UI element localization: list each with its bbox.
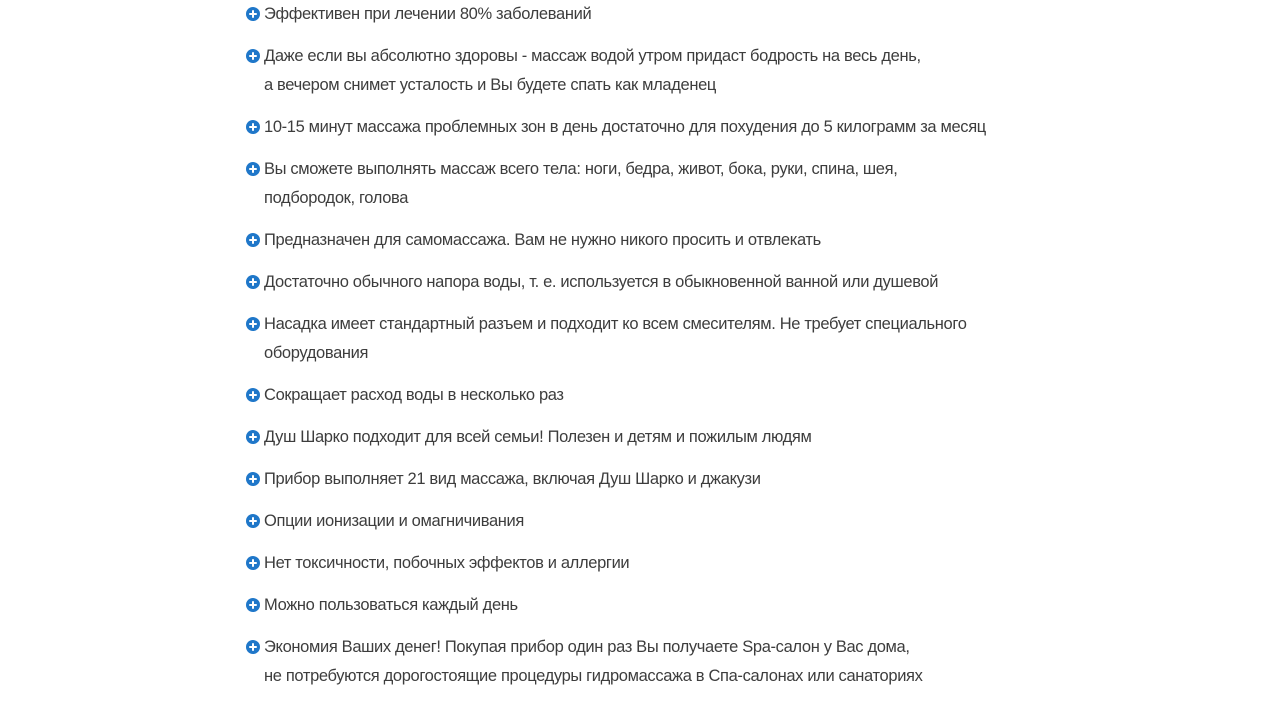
list-item-text: не потребуются дорогостоящие процедуры гидромассажа в Спа-салонах или санаториях <box>264 667 923 685</box>
list-item-text: Можно пользоваться каждый день <box>264 596 518 614</box>
list-item <box>246 381 946 410</box>
plus-circle-icon <box>246 275 260 289</box>
list-item-text: подбородок, голова <box>264 189 409 207</box>
plus-circle-icon <box>246 598 260 612</box>
list-item <box>246 549 946 578</box>
benefits-list <box>246 0 986 691</box>
plus-circle-icon <box>246 430 260 444</box>
list-item <box>246 113 986 142</box>
list-item-text: Достаточно обычного напора воды, т. е. используется в обыкновенной ванной или душевой <box>264 273 939 291</box>
plus-circle-icon <box>246 162 260 176</box>
list-item-text: а вечером снимет усталость и Вы будете спать как младенец <box>264 76 717 94</box>
plus-circle-icon <box>246 388 260 402</box>
list-item <box>246 42 946 100</box>
plus-circle-icon <box>246 7 260 21</box>
plus-circle-icon <box>246 640 260 654</box>
list-item <box>246 0 946 29</box>
list-item-text: Сокращает расход воды в несколько раз <box>264 386 564 404</box>
list-item <box>246 310 967 368</box>
list-item-text: Экономия Ваших денег! Покупая прибор один раз Вы получаете Spa-салон у Вас дома, <box>264 638 910 656</box>
plus-circle-icon <box>246 472 260 486</box>
list-item <box>246 268 946 297</box>
plus-circle-icon <box>246 233 260 247</box>
list-item <box>246 507 946 536</box>
plus-circle-icon <box>246 556 260 570</box>
list-item-text: Опции ионизации и омагничивания <box>264 512 524 530</box>
list-item-text: Предназначен для самомассажа. Вам не нужно никого просить и отвлекать <box>264 231 821 249</box>
list-item-text: Насадка имеет стандартный разъем и подходит ко всем смесителям. Не требует специального <box>264 315 967 333</box>
list-item <box>246 226 946 255</box>
list-item-text: Эффективен при лечении 80% заболеваний <box>264 5 592 23</box>
plus-circle-icon <box>246 514 260 528</box>
list-item-text: 10-15 минут массажа проблемных зон в день достаточно для похудения до 5 килограмм за месяц <box>264 118 986 136</box>
list-item <box>246 155 946 213</box>
list-item-text: Нет токсичности, побочных эффектов и аллергии <box>264 554 630 572</box>
list-item-text: Прибор выполняет 21 вид массажа, включая Душ Шарко и джакузи <box>264 470 761 488</box>
plus-circle-icon <box>246 49 260 63</box>
list-item-text: Душ Шарко подходит для всей семьи! Полезен и детям и пожилым людям <box>264 428 812 446</box>
plus-circle-icon <box>246 120 260 134</box>
list-item-text: Даже если вы абсолютно здоровы - массаж водой утром придаст бодрость на весь день, <box>264 47 921 65</box>
plus-circle-icon <box>246 317 260 331</box>
list-item <box>246 633 946 691</box>
list-item <box>246 465 946 494</box>
list-item <box>246 423 946 452</box>
list-item <box>246 591 946 620</box>
list-item-text: оборудования <box>264 344 369 362</box>
list-item-text: Вы сможете выполнять массаж всего тела: ноги, бедра, живот, бока, руки, спина, шея, <box>264 160 898 178</box>
